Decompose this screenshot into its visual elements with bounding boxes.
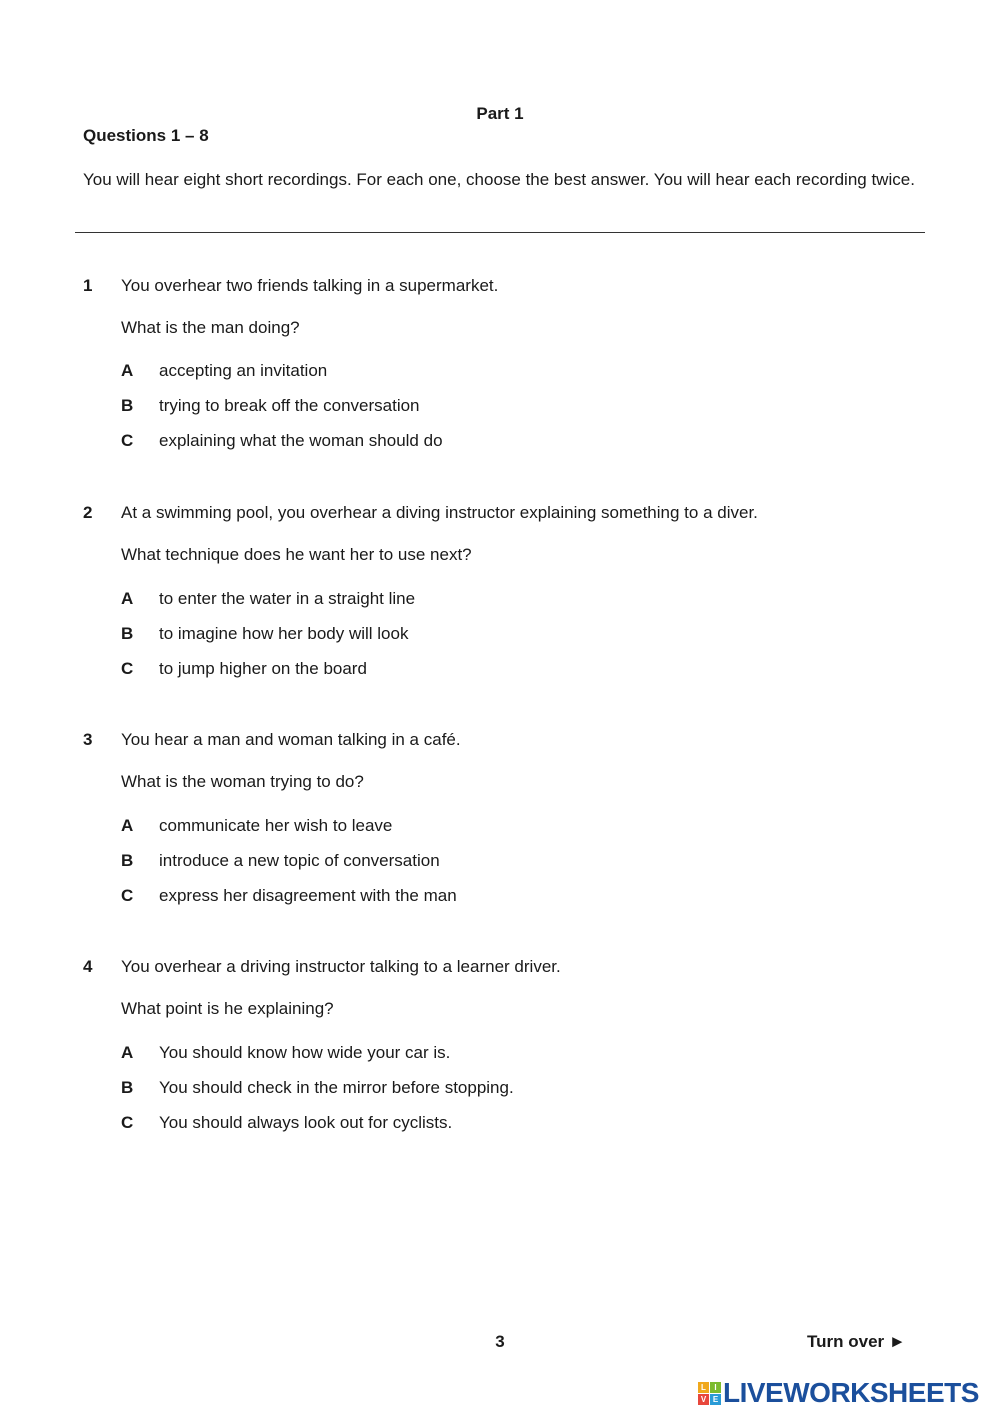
question-prompt: What is the woman trying to do? — [121, 772, 364, 791]
part-title: Part 1 — [476, 104, 524, 123]
question-number: 1 — [83, 276, 93, 295]
question-stem: You overhear two friends talking in a supermarket. — [121, 276, 499, 295]
option-a[interactable] — [121, 361, 881, 385]
option-letter: A — [121, 1043, 134, 1062]
option-letter: C — [121, 431, 134, 450]
option-letter: C — [121, 886, 134, 905]
option-letter: B — [121, 851, 134, 870]
option-c[interactable] — [121, 659, 881, 683]
question-prompt: What technique does he want her to use next? — [121, 545, 472, 564]
logo-icon-block: V — [698, 1394, 709, 1405]
page-number: 3 — [495, 1332, 505, 1351]
question-number: 2 — [83, 503, 93, 522]
option-text: You should know how wide your car is. — [159, 1043, 451, 1062]
questions-range: Questions 1 – 8 — [83, 126, 209, 145]
option-letter: A — [121, 361, 134, 380]
divider — [75, 232, 925, 233]
question-stem: At a swimming pool, you overhear a diving instructor explaining something to a diver. — [121, 503, 758, 522]
option-c[interactable] — [121, 1113, 881, 1137]
option-text: to enter the water in a straight line — [159, 589, 416, 608]
option-text: express her disagreement with the man — [159, 886, 457, 905]
option-text: You should check in the mirror before stopping. — [159, 1078, 514, 1097]
option-b[interactable] — [121, 396, 881, 420]
option-letter: B — [121, 396, 134, 415]
liveworksheets-logo[interactable] — [698, 1378, 979, 1408]
option-text: accepting an invitation — [159, 361, 328, 380]
logo-icon-block: L — [698, 1382, 709, 1393]
logo-text: LIVEWORKSHEETS — [723, 1377, 979, 1408]
option-b[interactable] — [121, 851, 881, 875]
option-letter: A — [121, 816, 134, 835]
logo-icon-block: I — [710, 1382, 721, 1393]
option-letter: C — [121, 659, 134, 678]
question-prompt: What is the man doing? — [121, 318, 300, 337]
option-b[interactable] — [121, 624, 881, 648]
option-a[interactable] — [121, 1043, 881, 1067]
option-text: to jump higher on the board — [159, 659, 367, 678]
question-number: 4 — [83, 957, 93, 976]
liveworksheets-logo-icon — [698, 1382, 721, 1405]
logo-icon-block: E — [710, 1394, 721, 1405]
question-number: 3 — [83, 730, 93, 749]
option-letter: C — [121, 1113, 134, 1132]
option-text: You should always look out for cyclists. — [159, 1113, 453, 1132]
option-c[interactable] — [121, 431, 881, 455]
instructions: You will hear eight short recordings. For each one, choose the best answer. You will hear each recording twice. — [83, 170, 915, 189]
option-text: explaining what the woman should do — [159, 431, 443, 450]
option-a[interactable] — [121, 816, 881, 840]
option-a[interactable] — [121, 589, 881, 613]
question-stem: You overhear a driving instructor talking to a learner driver. — [121, 957, 561, 976]
option-text: trying to break off the conversation — [159, 396, 420, 415]
option-text: to imagine how her body will look — [159, 624, 409, 643]
option-b[interactable] — [121, 1078, 881, 1102]
option-letter: B — [121, 1078, 134, 1097]
option-text: communicate her wish to leave — [159, 816, 393, 835]
option-letter: A — [121, 589, 134, 608]
question-stem: You hear a man and woman talking in a café. — [121, 730, 461, 749]
question-prompt: What point is he explaining? — [121, 999, 334, 1018]
option-c[interactable] — [121, 886, 881, 910]
option-text: introduce a new topic of conversation — [159, 851, 440, 870]
turn-over: Turn over ► — [807, 1332, 906, 1351]
option-letter: B — [121, 624, 134, 643]
